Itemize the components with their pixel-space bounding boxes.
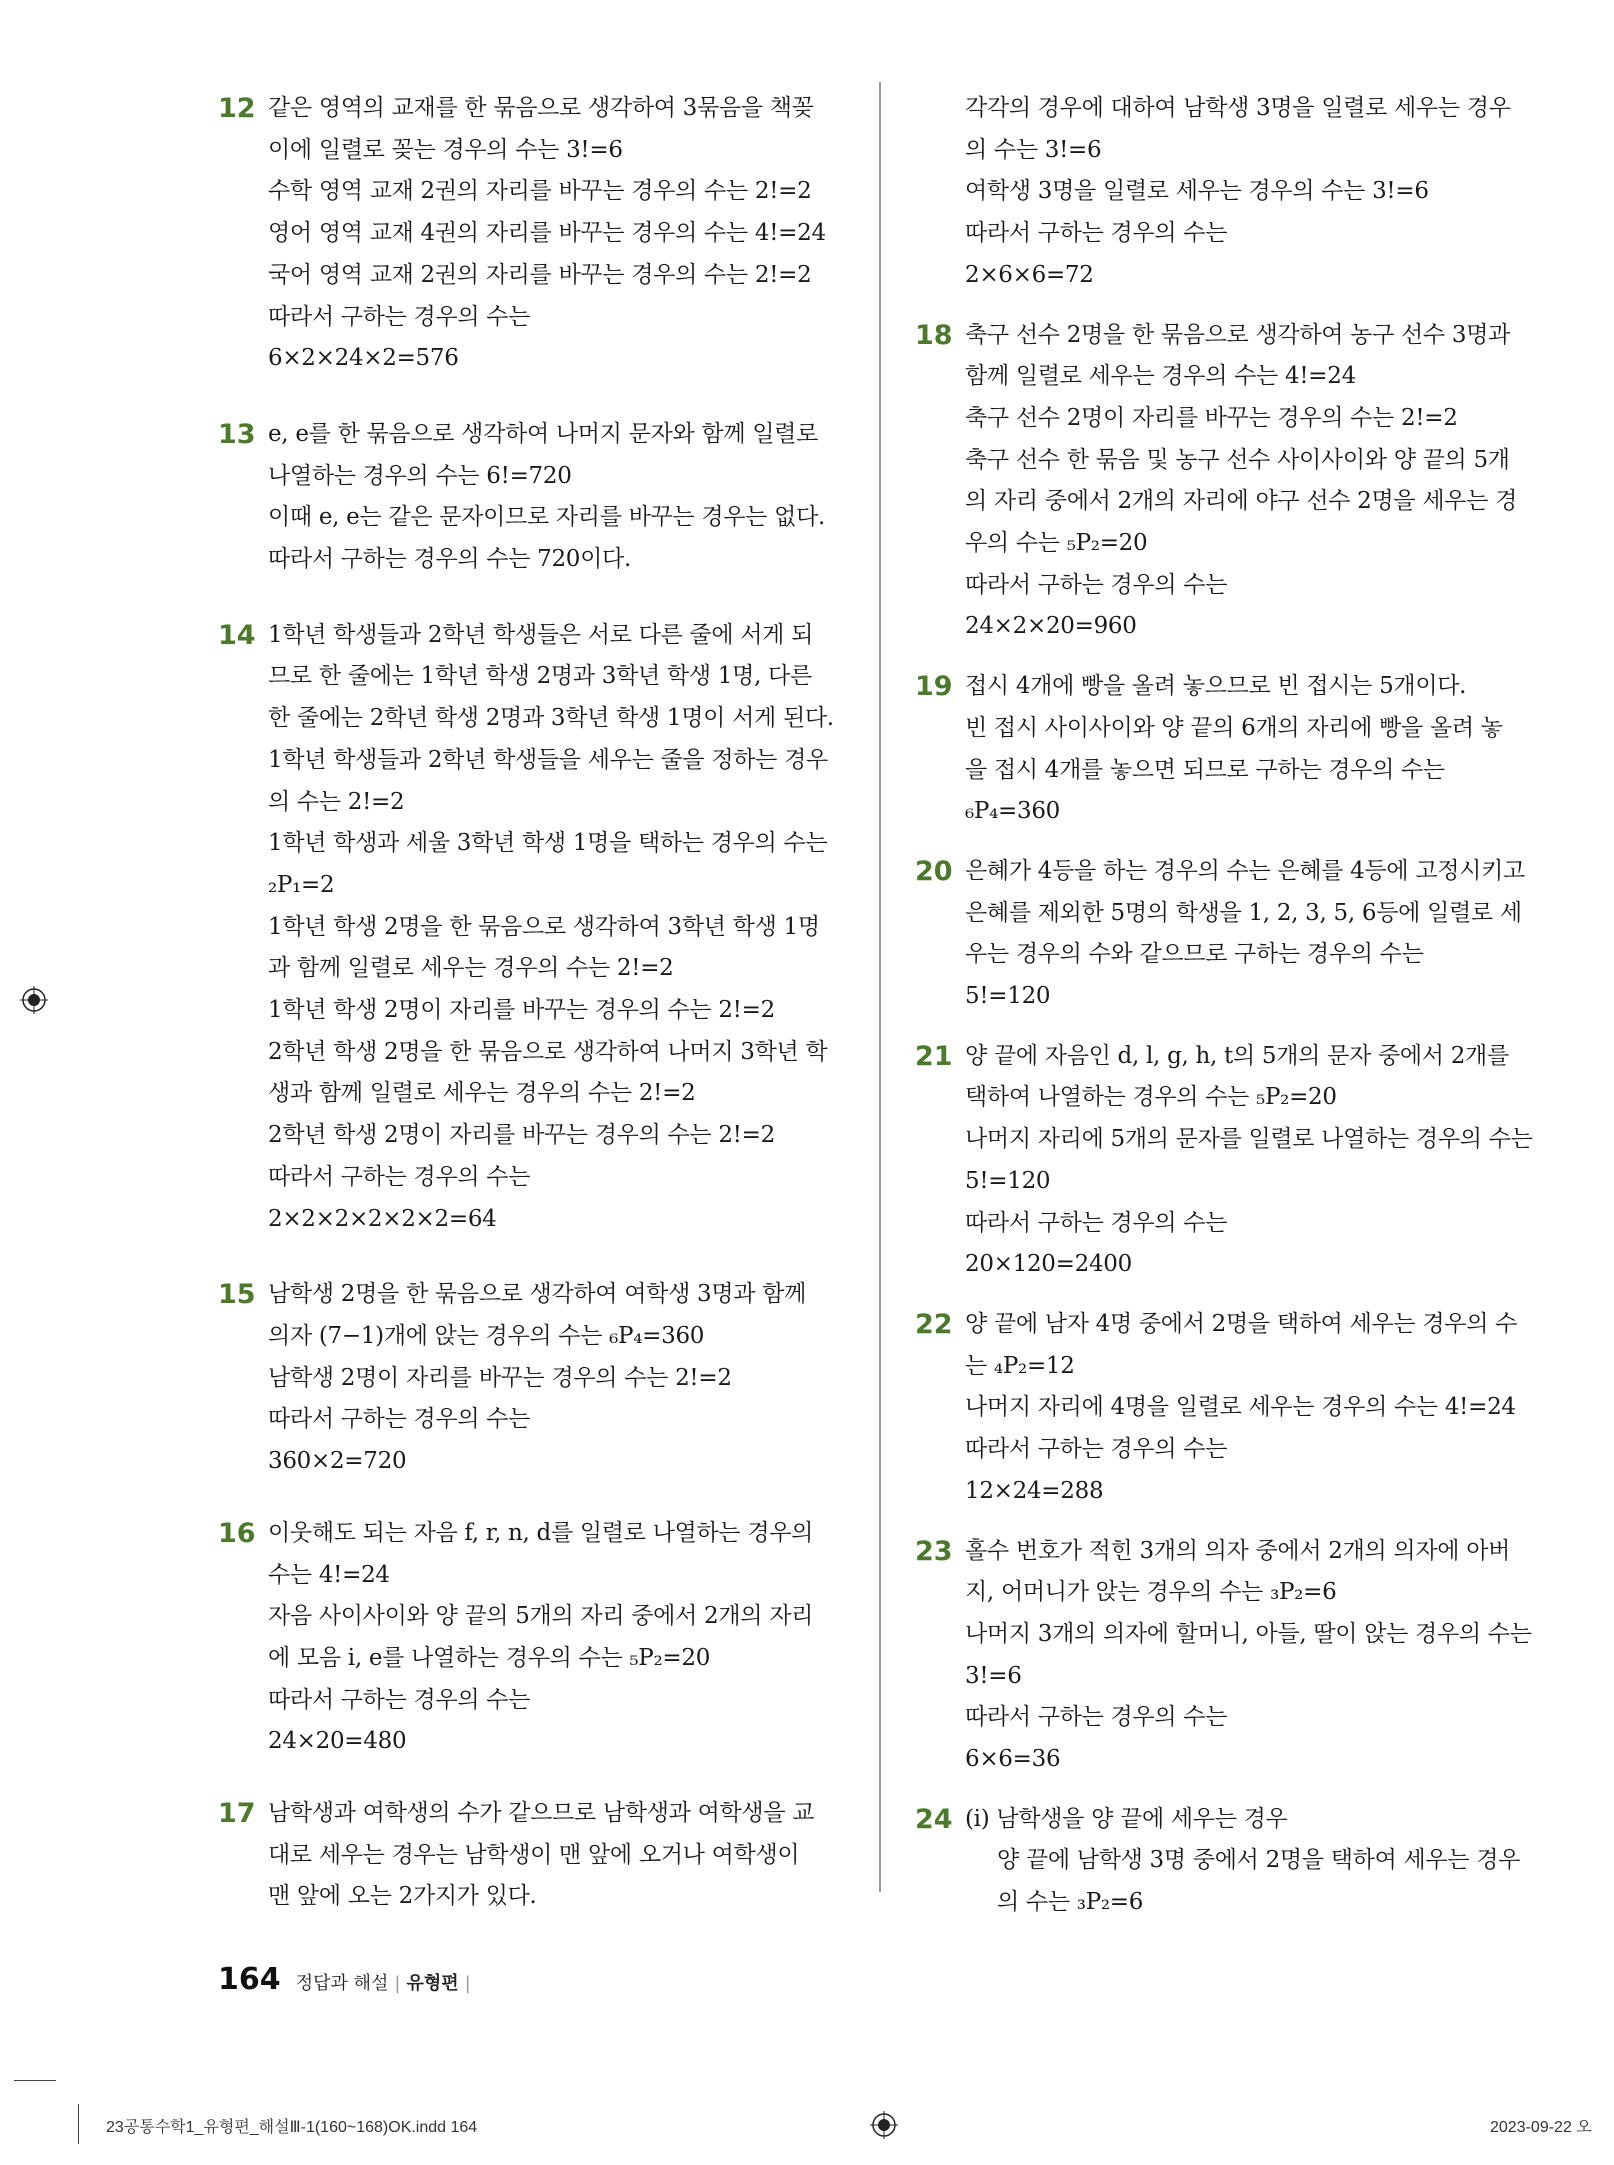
solution-line: 2학년 학생 2명을 한 묶음으로 생각하여 나머지 3학년 학 (268, 1038, 828, 1065)
solution-line: 양 끝에 남자 4명 중에서 2명을 택하여 세우는 경우의 수 (965, 1310, 1518, 1337)
solution-line: 의 수는 2!=2 (268, 788, 405, 815)
solution-line: 6×6=36 (965, 1746, 1061, 1773)
registration-mark-icon (20, 986, 48, 1014)
solution-line: 양 끝에 남학생 3명 중에서 2명을 택하여 세우는 경우 (997, 1847, 1521, 1874)
solution-line: 는 ₄P₂=12 (965, 1352, 1075, 1379)
solution-line: 360×2=720 (268, 1448, 407, 1475)
crop-mark (14, 2080, 56, 2081)
solution-line: 과 함께 일렬로 세우는 경우의 수는 2!=2 (268, 955, 674, 982)
section-label: 정답과 해설 | 유형편 | (295, 1973, 471, 1994)
solution-line: 축구 선수 한 묶음 및 농구 선수 사이사이와 양 끝의 5개 (965, 446, 1510, 473)
crop-mark (78, 2104, 79, 2144)
right-column (915, 70, 1543, 1924)
solution-line: 1학년 학생 2명이 자리를 바꾸는 경우의 수는 2!=2 (268, 997, 775, 1024)
solution-line: 축구 선수 2명을 한 묶음으로 생각하여 농구 선수 3명과 (965, 321, 1511, 348)
solution-line: 남학생과 여학생의 수가 같으므로 남학생과 여학생을 교 (268, 1800, 815, 1827)
solution-line: 자음 사이사이와 양 끝의 5개의 자리 중에서 2개의 자리 (268, 1603, 814, 1630)
solution-line: 여학생 3명을 일렬로 세우는 경우의 수는 3!=6 (965, 178, 1429, 205)
solution-line: 의 수는 3!=6 (965, 136, 1102, 163)
subsection-title: 유형편 (406, 1973, 459, 1994)
solution-line: 수학 영역 교재 2권의 자리를 바꾸는 경우의 수는 2!=2 (268, 178, 812, 205)
problem-number: 19 (915, 671, 953, 703)
slug-filename: 23공통수학1_유형편_해설Ⅲ-1(160~168)OK.indd 164 (106, 2119, 478, 2136)
solution-line: 함께 일렬로 세우는 경우의 수는 4!=24 (965, 363, 1356, 390)
problem-22 (915, 1304, 1543, 1513)
problem-16 (218, 1513, 846, 1763)
solution-line: 따라서 구하는 경우의 수는 720이다. (268, 546, 631, 573)
problem-15 (218, 1274, 846, 1483)
problem-number: 13 (218, 418, 256, 450)
solution-line: 1학년 학생들과 2학년 학생들을 세우는 줄을 정하는 경우 (268, 746, 828, 773)
problem-18 (915, 315, 1543, 649)
solution-line: 나열하는 경우의 수는 6!=720 (268, 462, 572, 489)
solution-line: 따라서 구하는 경우의 수는 (268, 1406, 531, 1433)
solution-line: 축구 선수 2명이 자리를 바꾸는 경우의 수는 2!=2 (965, 404, 1458, 431)
solution-line: 의 자리 중에서 2개의 자리에 야구 선수 2명을 세우는 경 (965, 488, 1518, 515)
solution-line: 따라서 구하는 경우의 수는 (268, 1163, 531, 1190)
solution-line: 수는 4!=24 (268, 1561, 390, 1588)
solution-line: ₂P₁=2 (268, 871, 335, 898)
solution-line: 1학년 학생과 세울 3학년 학생 1명을 택하는 경우의 수는 (268, 830, 828, 857)
page-footer (218, 1962, 477, 1997)
solution-line: 홀수 번호가 적힌 3개의 의자 중에서 2개의 의자에 아버 (965, 1537, 1511, 1564)
solution-line: 이때 e, e는 같은 문자이므로 자리를 바꾸는 경우는 없다. (268, 504, 826, 531)
solution-line: 택하여 나열하는 경우의 수는 ₅P₂=20 (965, 1084, 1337, 1111)
problem-24 (915, 1799, 1543, 1924)
problem-number: 17 (218, 1798, 256, 1830)
solution-line: 5!=120 (965, 983, 1051, 1010)
problem-14 (218, 615, 846, 1241)
solution-line: 5!=120 (965, 1167, 1051, 1194)
solution-line: 이에 일렬로 꽂는 경우의 수는 3!=6 (268, 136, 623, 163)
solution-line: 은혜가 4등을 하는 경우의 수는 은혜를 4등에 고정시키고 (965, 857, 1525, 884)
solution-line: 1학년 학생들과 2학년 학생들은 서로 다른 줄에 서게 되 (268, 621, 814, 648)
solution-line: 나머지 자리에 5개의 문자를 일렬로 나열하는 경우의 수는 (965, 1126, 1533, 1153)
problem-23 (915, 1531, 1543, 1781)
solution-line: 따라서 구하는 경우의 수는 (965, 1436, 1228, 1463)
page-number: 164 (218, 1962, 281, 1997)
solution-line: 나머지 자리에 4명을 일렬로 세우는 경우의 수는 4!=24 (965, 1394, 1516, 1421)
left-column (218, 70, 846, 1918)
problem-number: 21 (915, 1040, 953, 1072)
solution-line: 은혜를 제외한 5명의 학생을 1, 2, 3, 5, 6등에 일렬로 세 (965, 899, 1522, 926)
solution-line: 영어 영역 교재 4권의 자리를 바꾸는 경우의 수는 4!=24 (268, 220, 826, 247)
solution-line: 접시 4개에 빵을 올려 놓으므로 빈 접시는 5개이다. (965, 673, 1467, 700)
section-title: 정답과 해설 (295, 1973, 389, 1994)
slug-date: 2023-09-22 오 (1490, 2119, 1592, 2136)
solution-line: 맨 앞에 오는 2가지가 있다. (268, 1883, 537, 1910)
solution-line: 따라서 구하는 경우의 수는 (268, 1686, 531, 1713)
solution-line: 이웃해도 되는 자음 f, r, n, d를 일렬로 나열하는 경우의 (268, 1519, 814, 1546)
solution-line: 대로 세우는 경우는 남학생이 맨 앞에 오거나 여학생이 (268, 1841, 800, 1868)
solution-line: 2학년 학생 2명이 자리를 바꾸는 경우의 수는 2!=2 (268, 1122, 775, 1149)
solution-line: 지, 어머니가 앉는 경우의 수는 ₃P₂=6 (965, 1579, 1337, 1606)
problem-number: 24 (915, 1803, 953, 1835)
problem-17 (218, 1793, 846, 1918)
solution-line: 24×20=480 (268, 1728, 407, 1755)
solution-line: 생과 함께 일렬로 세우는 경우의 수는 2!=2 (268, 1080, 696, 1107)
solution-line: 2×2×2×2×2×2=64 (268, 1205, 497, 1232)
solution-line: 므로 한 줄에는 1학년 학생 2명과 3학년 학생 1명, 다른 (268, 663, 812, 690)
problem-continued (915, 88, 1543, 297)
registration-mark-icon (870, 2111, 898, 2139)
solution-line: 1학년 학생 2명을 한 묶음으로 생각하여 3학년 학생 1명 (268, 913, 820, 940)
solution-line: 의 수는 ₃P₂=6 (997, 1889, 1144, 1916)
solution-line: 2×6×6=72 (965, 261, 1094, 288)
solution-line: 12×24=288 (965, 1477, 1104, 1504)
problem-13 (218, 414, 846, 581)
problem-20 (915, 851, 1543, 1018)
problem-number: 14 (218, 619, 256, 651)
solution-line: 따라서 구하는 경우의 수는 (268, 303, 531, 330)
solution-line: 20×120=2400 (965, 1251, 1132, 1278)
solution-line: e, e를 한 묶음으로 생각하여 나머지 문자와 함께 일렬로 (268, 420, 819, 447)
problem-12 (218, 88, 846, 380)
solution-line: 우의 수는 ₅P₂=20 (965, 530, 1148, 557)
solution-line: 3!=6 (965, 1662, 1022, 1689)
problem-number: 12 (218, 93, 256, 124)
solution-line: (i) 남학생을 양 끝에 세우는 경우 (965, 1805, 1288, 1832)
solution-line: 양 끝에 자음인 d, l, g, h, t의 5개의 문자 중에서 2개를 (965, 1042, 1509, 1069)
solution-line: 따라서 구하는 경우의 수는 (965, 571, 1228, 598)
solution-line: 나머지 3개의 의자에 할머니, 아들, 딸이 앉는 경우의 수는 (965, 1620, 1532, 1647)
column-divider (879, 82, 881, 1892)
problem-number: 22 (915, 1308, 953, 1340)
solution-line: 을 접시 4개를 놓으면 되므로 구하는 경우의 수는 (965, 756, 1445, 783)
solution-line: 각각의 경우에 대하여 남학생 3명을 일렬로 세우는 경우 (965, 95, 1511, 121)
solution-line: 한 줄에는 2학년 학생 2명과 3학년 학생 1명이 서게 된다. (268, 705, 834, 732)
problem-19 (915, 666, 1543, 833)
problem-21 (915, 1036, 1543, 1286)
solution-line: 따라서 구하는 경우의 수는 (965, 1209, 1228, 1236)
solution-line: 같은 영역의 교재를 한 묶음으로 생각하여 3묶음을 책꽂 (268, 95, 814, 121)
solution-line: ₆P₄=360 (965, 798, 1060, 825)
problem-number: 20 (915, 855, 953, 887)
solution-line: 우는 경우의 수와 같으므로 구하는 경우의 수는 (965, 941, 1424, 968)
solution-line: 국어 영역 교재 2권의 자리를 바꾸는 경우의 수는 2!=2 (268, 261, 812, 288)
solution-line: 24×2×20=960 (965, 613, 1137, 640)
problem-number: 15 (218, 1279, 256, 1311)
solution-line: 따라서 구하는 경우의 수는 (965, 1704, 1228, 1731)
solution-line: 6×2×24×2=576 (268, 345, 459, 372)
solution-line: 빈 접시 사이사이와 양 끝의 6개의 자리에 빵을 올려 놓 (965, 714, 1503, 741)
problem-number: 16 (218, 1517, 256, 1549)
solution-line: 의자 (7−1)개에 앉는 경우의 수는 ₆P₄=360 (268, 1322, 705, 1349)
solution-line: 에 모음 i, e를 나열하는 경우의 수는 ₅P₂=20 (268, 1644, 711, 1671)
problem-number: 18 (915, 319, 953, 351)
problem-number: 23 (915, 1535, 953, 1567)
solution-line: 따라서 구하는 경우의 수는 (965, 220, 1228, 247)
solution-line: 남학생 2명이 자리를 바꾸는 경우의 수는 2!=2 (268, 1364, 732, 1391)
solution-line: 남학생 2명을 한 묶음으로 생각하여 여학생 3명과 함께 (268, 1281, 807, 1308)
